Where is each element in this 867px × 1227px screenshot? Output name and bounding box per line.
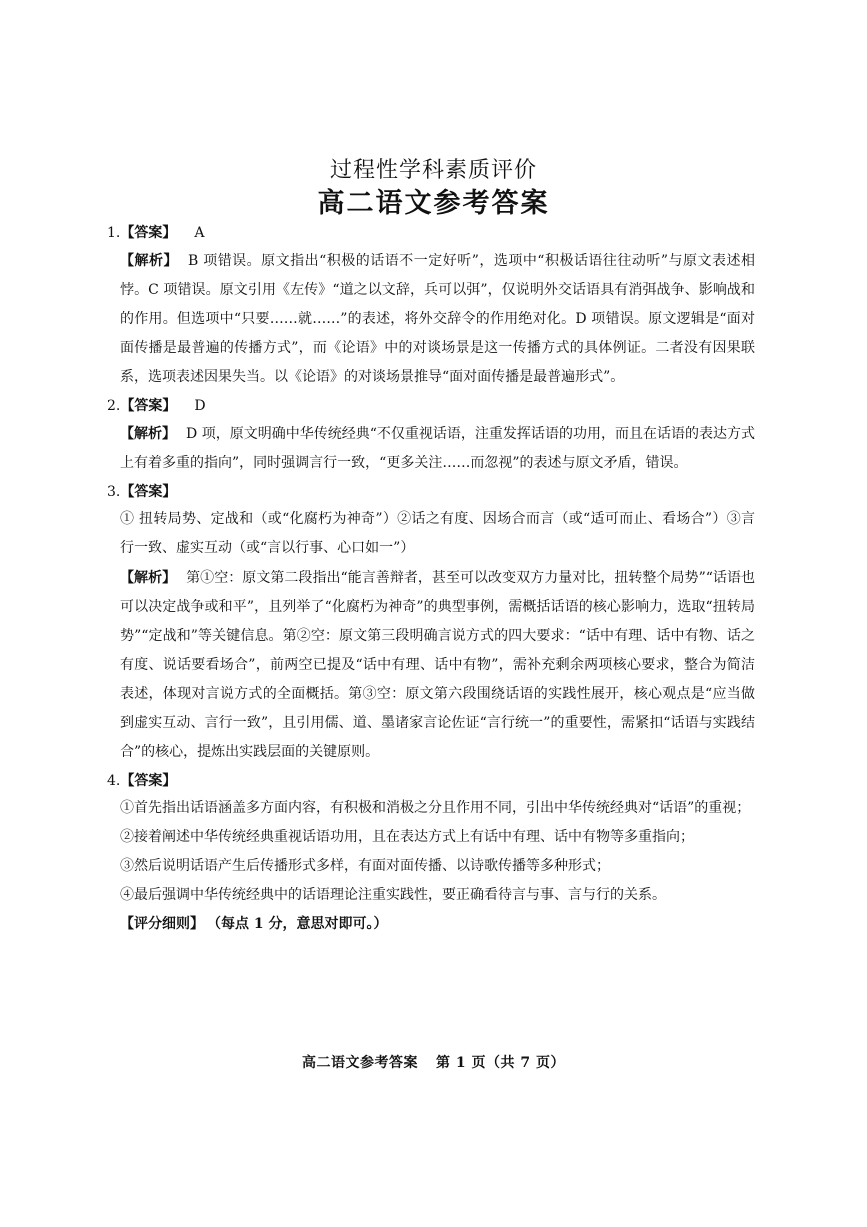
question-number: 4. <box>107 773 121 789</box>
page-title: 高二语文参考答案 <box>317 188 550 219</box>
question-number: 1. <box>107 225 121 241</box>
answer-value: A <box>194 225 205 241</box>
score-note: （每点 1 分，意思对即可。） <box>214 916 388 932</box>
analysis-label: 【解析】 <box>120 253 178 269</box>
analysis-label: 【解析】 <box>120 570 177 586</box>
question-number: 3. <box>107 484 121 500</box>
question-3-analysis <box>120 564 755 767</box>
question-3-answer <box>107 480 755 505</box>
scoring-rules <box>120 910 755 939</box>
question-1-answer <box>107 221 755 246</box>
analysis-label: 【解析】 <box>120 426 177 442</box>
question-2-analysis <box>120 420 755 478</box>
answer-label: 【答案】 <box>120 773 177 789</box>
question-2-answer <box>107 394 755 419</box>
answer-point-2: ②接着阐述中华传统经典重视话语功用，且在表达方式上有话中有理、话中有物等多重指向； <box>120 829 694 845</box>
page-footer <box>0 1052 867 1072</box>
footer-doc-title: 高二语文参考答案 <box>302 1055 418 1071</box>
answer-line: ① 扭转局势、定战和（或“化腐朽为神奇”）②话之有度、因场合而言（或“适可而止、看场合”）③言行一致、虚实互动（或“言以行事、心口如一”） <box>120 511 755 556</box>
analysis-text: 第①空：原文第二段指出“能言善辩者，甚至可以改变双方力量对比，扭转整个局势”“话语也可以决定战争或和平”，且列举了“化腐朽为神奇”的典型事例，需概括话语的核心影响力，选取“扭转局势”“定战和”等关键信息。第②空：原文第三段明确言说方式的四大要求：“话中有理、话中有物、话之有度、说话要看场合”，前两空已提及“话中有理、话中有物”，需补充剩余两项核心要求，整合为简洁表述，体现对言说方式的全面概括。第③空：原文第六段围绕话语的实践性展开，核心观点是“应当做到虚实互动、言行一致”，且引用儒、道、墨诸家言论佐证“言行统一”的重要性，需紧扣“话语与实践结合”的核心，提炼出实践层面的关键原则。 <box>120 570 755 760</box>
footer-page-info: 第 1 页（共 7 页） <box>436 1055 565 1071</box>
score-label: 【评分细则】 <box>120 916 204 932</box>
page-subtitle: 过程性学科素质评价 <box>329 158 537 183</box>
question-4-answer <box>107 769 755 794</box>
answer-label: 【答案】 <box>120 225 177 241</box>
analysis-text: D 项，原文明确中华传统经典“不仅重视话语，注重发挥话语的功用，而且在话语的表达方式上有着多重的指向”，同时强调言行一致，“更多关注……而忽视”的表述与原文矛盾，错误。 <box>120 426 755 471</box>
answer-label: 【答案】 <box>120 484 177 500</box>
answer-point-3: ③然后说明话语产生后传播形式多样，有面对面传播、以诗歌传播等多种形式； <box>120 858 610 874</box>
answer-content <box>107 221 755 939</box>
answer-point-4: ④最后强调中华传统经典中的话语理论注重实践性，要正确看待言与事、言与行的关系。 <box>120 887 666 903</box>
answer-point-1: ①首先指出话语涵盖多方面内容，有积极和消极之分且作用不同，引出中华传统经典对“话语”的重视； <box>120 800 751 816</box>
analysis-text: B 项错误。原文指出“积极的话语不一定好听”，选项中“积极话语往往动听”与原文表述相悖。C 项错误。原文引用《左传》“道之以文辞，兵可以弭”，仅说明外交话语具有消弭战争、影响战和的作用。但选项中“只要……就……”的表述，将外交辞令的作用绝对化。D 项错误。原文逻辑是“面对面传播是最普遍的传播方式”，而《论语》中的对谈场景是这一传播方式的具体例证。二者没有因果联系，选项表述因果失当。以《论语》的对谈场景推导“面对面传播是最普遍形式”。 <box>120 253 755 385</box>
answer-value: D <box>194 398 206 414</box>
question-number: 2. <box>107 398 121 414</box>
answer-label: 【答案】 <box>120 398 177 414</box>
question-1-analysis <box>120 247 755 392</box>
page-header <box>0 157 867 221</box>
